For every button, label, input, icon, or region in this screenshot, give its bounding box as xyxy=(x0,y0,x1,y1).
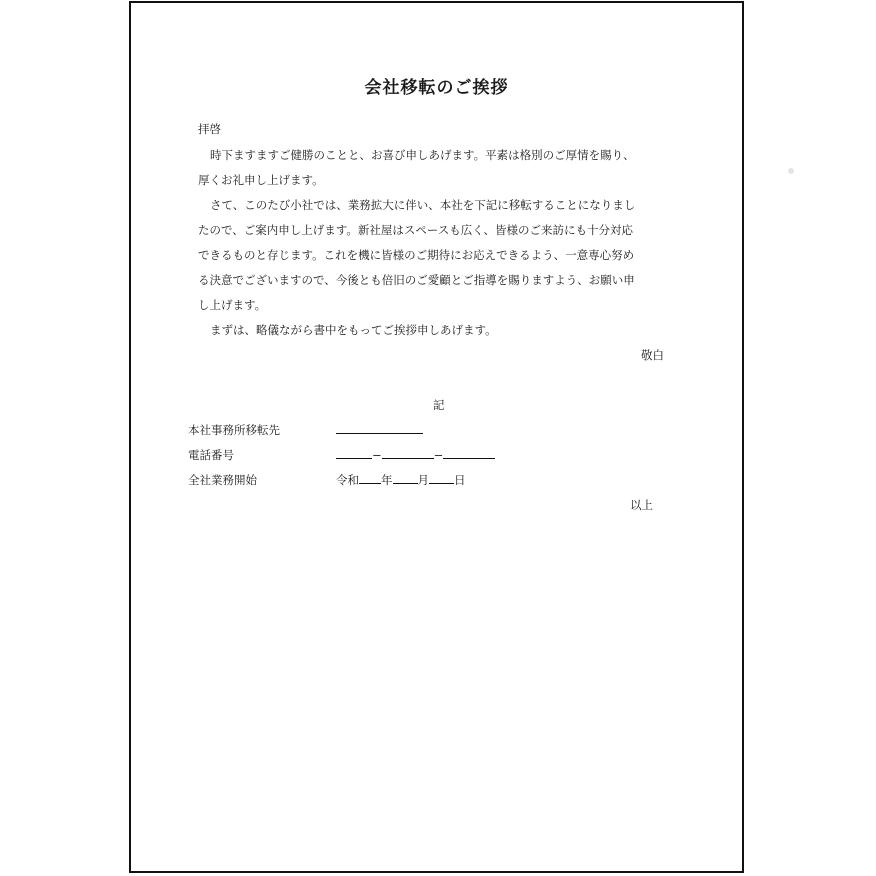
start-label: 全社業務開始 xyxy=(188,473,257,487)
paragraph-line: し上げます。 xyxy=(198,298,267,312)
address-blank xyxy=(336,422,423,434)
end-mark: 以上 xyxy=(630,498,653,512)
paragraph-line: 時下ますますご健勝のことと、お喜び申しあげます。平素は格別のご厚情を賜り、 xyxy=(210,148,635,162)
day-label: 日 xyxy=(454,473,466,487)
paragraph-line: まずは、略儀ながら書中をもってご挨拶申しあげます。 xyxy=(210,323,497,337)
month-label: 月 xyxy=(417,473,429,487)
ki-heading: 記 xyxy=(433,398,445,412)
document-page xyxy=(129,1,744,873)
phone-label: 電話番号 xyxy=(188,448,234,462)
phone-blank xyxy=(443,447,495,459)
paragraph-line: る決意でございますので、今後とも倍旧のご愛顧とご指導を賜りますよう、お願い申 xyxy=(198,273,635,287)
era-label: 令和 xyxy=(336,473,359,487)
phone-blank xyxy=(382,447,434,459)
paragraph-line: 厚くお礼申し上げます。 xyxy=(198,173,324,187)
day-blank xyxy=(429,472,454,484)
document-title: 会社移転のご挨拶 xyxy=(364,78,509,98)
salutation: 拝啓 xyxy=(198,122,221,136)
phone-separator: − xyxy=(372,448,382,462)
year-blank xyxy=(359,472,381,484)
address-field xyxy=(336,422,423,438)
closing: 敬白 xyxy=(641,348,664,362)
start-date-field xyxy=(336,472,466,488)
paragraph-line: できるものと存じます。これを機に皆様のご期待にお応えできるよう、一意専心努め xyxy=(198,248,635,262)
address-label: 本社事務所移転先 xyxy=(188,423,280,437)
background-speck xyxy=(788,168,794,174)
phone-separator: − xyxy=(433,448,444,462)
phone-blank xyxy=(336,447,372,459)
year-label: 年 xyxy=(381,473,393,487)
paragraph-line: さて、このたび小社では、業務拡大に伴い、本社を下記に移転することになりまし xyxy=(210,198,636,212)
phone-field xyxy=(336,447,495,463)
paragraph-line: たので、ご案内申し上げます。新社屋はスペースも広く、皆様のご来訪にも十分対応 xyxy=(198,223,634,237)
month-blank xyxy=(393,472,418,484)
